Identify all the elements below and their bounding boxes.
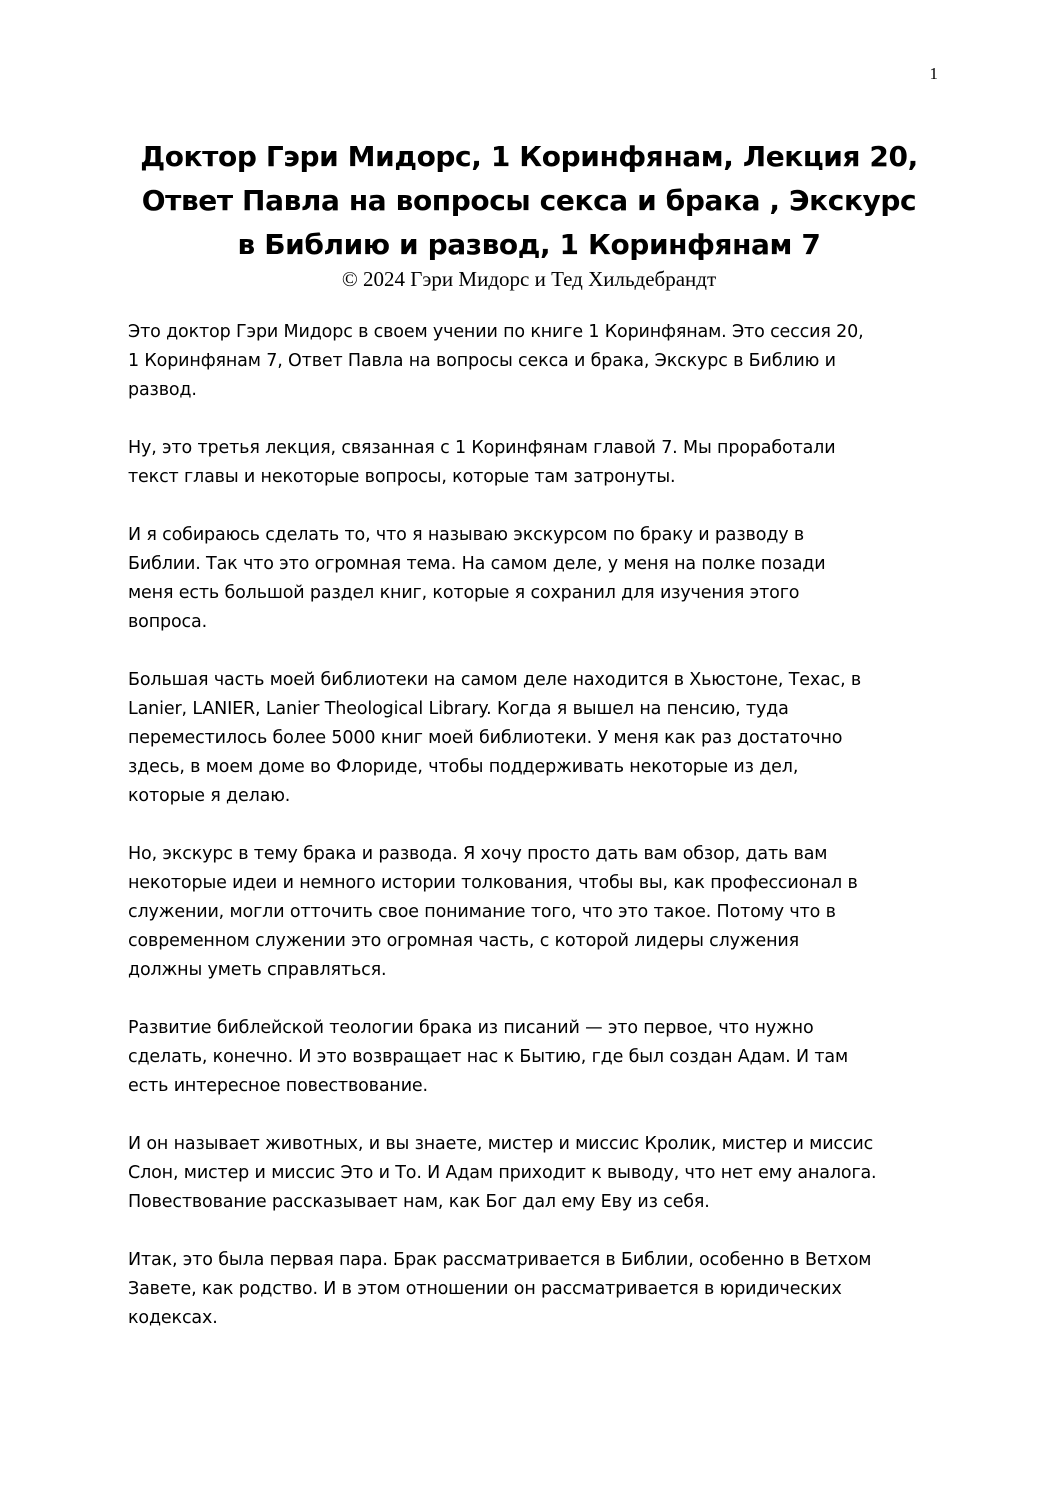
paragraph — [128, 840, 938, 985]
paragraph-line: текст главы и некоторые вопросы, которые там затронуты. — [128, 467, 676, 487]
paragraph-line: Большая часть моей библиотеки на самом деле находится в Хьюстоне, Техас, в — [128, 670, 862, 690]
paragraph-line: Библии. Так что это огромная тема. На самом деле, у меня на полке позади — [128, 554, 826, 574]
paragraph-line: меня есть большой раздел книг, которые я сохранил для изучения этого — [128, 583, 800, 603]
paragraph-line: здесь, в моем доме во Флориде, чтобы поддерживать некоторые из дел, — [128, 757, 799, 777]
paragraph — [128, 434, 938, 492]
paragraph-line: вопроса. — [128, 612, 207, 632]
document-title — [110, 135, 948, 267]
paragraph — [128, 1014, 938, 1101]
title-line: Ответ Павла на вопросы секса и брака , Экскурс — [141, 184, 917, 217]
paragraph — [128, 318, 938, 405]
paragraph-line: переместилось более 5000 книг моей библиотеки. У меня как раз достаточно — [128, 728, 843, 748]
paragraph-line: 1 Коринфянам 7, Ответ Павла на вопросы секса и брака, Экскурс в Библию и — [128, 351, 836, 371]
paragraph-line: Развитие библейской теологии брака из писаний — это первое, что нужно — [128, 1018, 814, 1038]
paragraph-line: И он называет животных, и вы знаете, мистер и миссис Кролик, мистер и миссис — [128, 1134, 874, 1154]
paragraph-line: Слон, мистер и миссис Это и То. И Адам приходит к выводу, что нет ему аналога. — [128, 1163, 877, 1183]
paragraph-line: современном служении это огромная часть, с которой лидеры служения — [128, 931, 800, 951]
paragraph-line: есть интересное повествование. — [128, 1076, 428, 1096]
document-body — [128, 318, 938, 1362]
paragraph-line: И я собираюсь сделать то, что я называю экскурсом по браку и разводу в — [128, 525, 804, 545]
paragraph — [128, 1130, 938, 1217]
paragraph-line: развод. — [128, 380, 197, 400]
paragraph — [128, 521, 938, 637]
title-line: Доктор Гэри Мидорс, 1 Коринфянам, Лекция 20, — [140, 140, 918, 173]
paragraph-line: Но, экскурс в тему брака и развода. Я хочу просто дать вам обзор, дать вам — [128, 844, 828, 864]
paragraph-line: Lanier, LANIER, Lanier Theological Library. Когда я вышел на пенсию, туда — [128, 699, 789, 719]
paragraph-line: сделать, конечно. И это возвращает нас к Бытию, где был создан Адам. И там — [128, 1047, 849, 1067]
paragraph-line: некоторые идеи и немного истории толкования, чтобы вы, как профессионал в — [128, 873, 858, 893]
paragraph — [128, 666, 938, 811]
paragraph-line: которые я делаю. — [128, 786, 291, 806]
paragraph-line: должны уметь справляться. — [128, 960, 387, 980]
paragraph-line: Повествование рассказывает нам, как Бог дал ему Еву из себя. — [128, 1192, 710, 1212]
paragraph-line: служении, могли отточить свое понимание того, что это такое. Потому что в — [128, 902, 836, 922]
copyright-notice: © 2024 Гэри Мидорс и Тед Хильдебрандт — [341, 267, 717, 291]
paragraph-line: Это доктор Гэри Мидорс в своем учении по книге 1 Коринфянам. Это сессия 20, — [128, 322, 864, 342]
paragraph-line: Ну, это третья лекция, связанная с 1 Коринфянам главой 7. Мы проработали — [128, 438, 836, 458]
paragraph-line: Завете, как родство. И в этом отношении он рассматривается в юридических — [128, 1279, 842, 1299]
title-line: в Библию и развод, 1 Коринфянам 7 — [237, 228, 821, 261]
paragraph-line: Итак, это была первая пара. Брак рассматривается в Библии, особенно в Ветхом — [128, 1250, 872, 1270]
paragraph-line: кодексах. — [128, 1308, 218, 1328]
paragraph — [128, 1246, 938, 1333]
page-number: 1 — [929, 64, 938, 83]
